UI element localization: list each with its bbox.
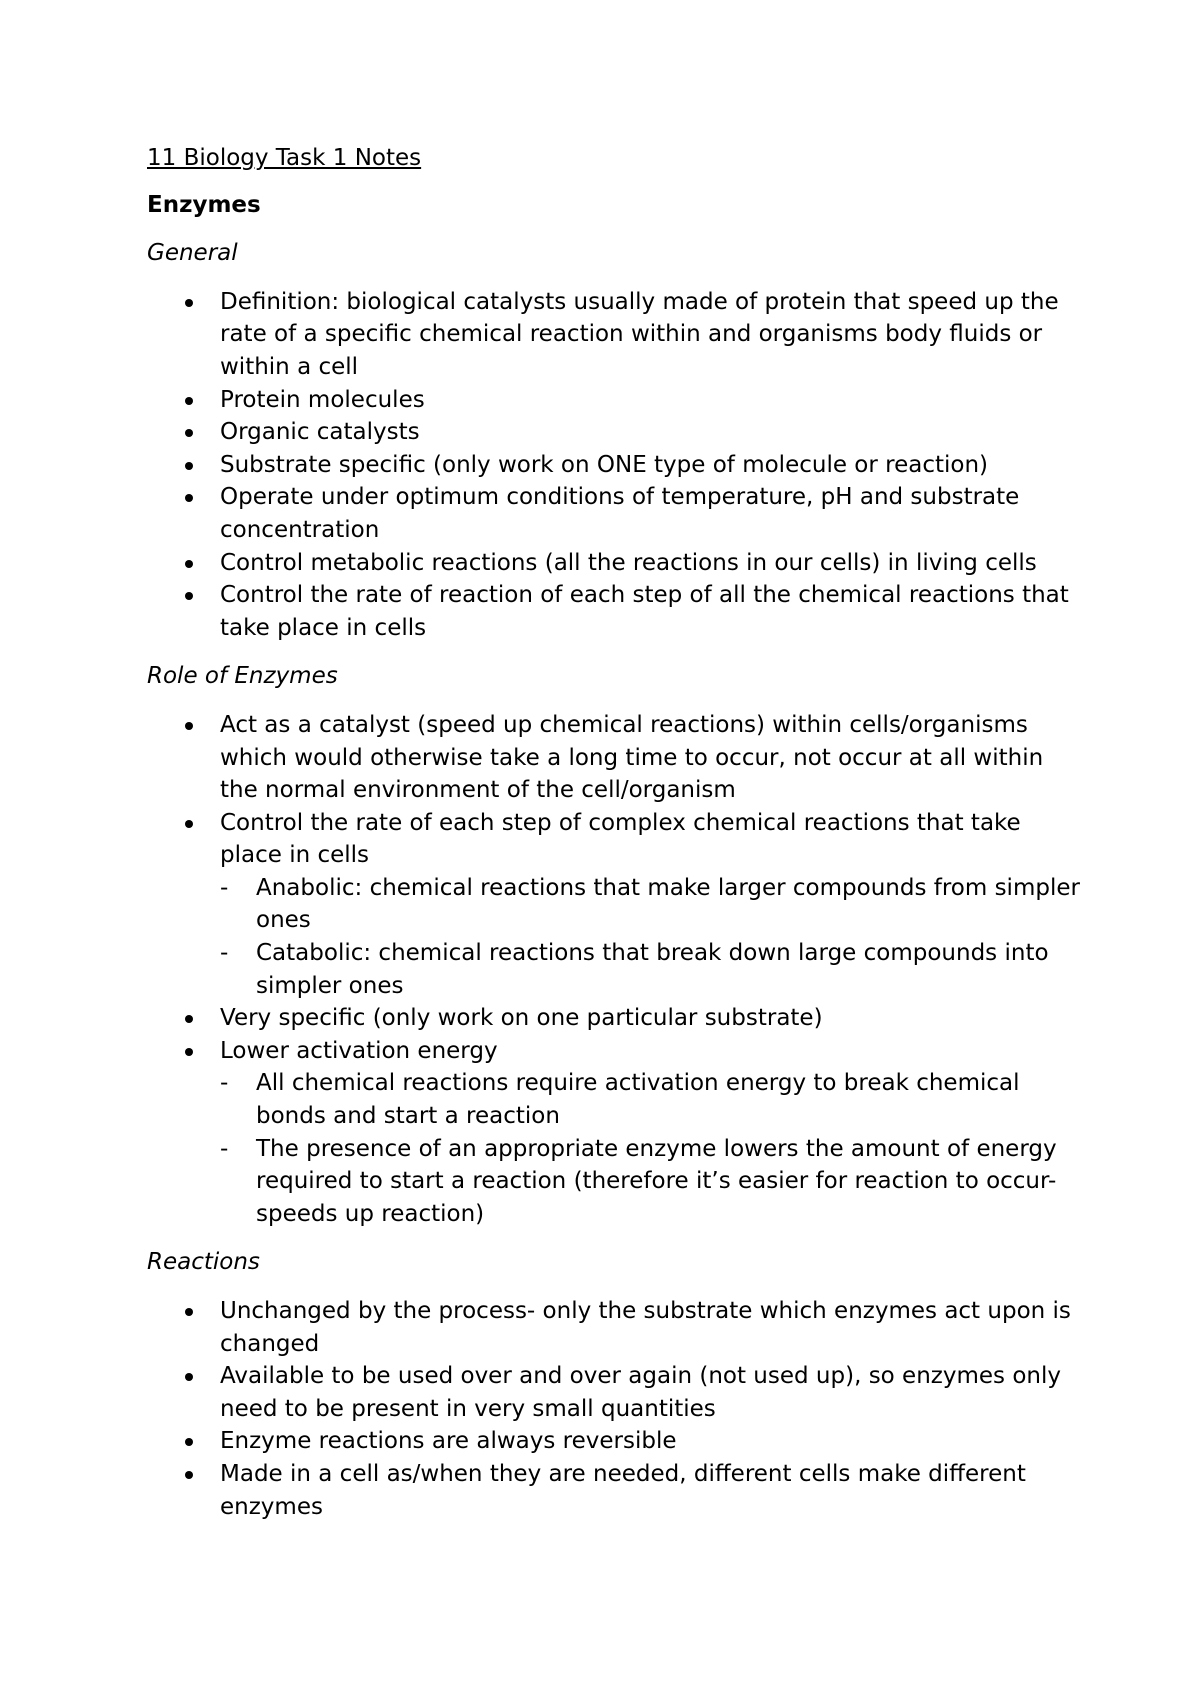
list-item-text: Operate under optimum conditions of temperature, pH and substrate concentration: [220, 484, 1020, 543]
bullet-icon: [185, 1373, 193, 1381]
bullet-icon: [185, 462, 193, 470]
list-item: [147, 416, 1087, 449]
section-heading-role: Role of Enzymes: [147, 663, 338, 690]
list-item: [147, 384, 1087, 417]
bullet-icon: [185, 1048, 193, 1056]
sub-list: [220, 872, 1087, 1002]
section-heading-general: General: [147, 240, 238, 267]
list-item: [147, 1295, 1087, 1360]
list-item: [147, 547, 1087, 580]
bullet-icon: [185, 299, 193, 307]
list-item-text: Lower activation energy: [220, 1037, 498, 1064]
list-item: [147, 1002, 1087, 1035]
list-item: [147, 579, 1087, 644]
bullet-icon: [185, 397, 193, 405]
sub-list-item-text: Catabolic: chemical reactions that break down large compounds into simpler ones: [256, 940, 1049, 999]
sub-list-item: [220, 872, 1087, 937]
sub-list-item: [220, 1067, 1087, 1132]
dash-icon: -: [220, 1135, 229, 1162]
bullet-icon: [185, 820, 193, 828]
list-item-text: Available to be used over and over again (not used up), so enzymes only need to be present in very small quantities: [220, 1363, 1061, 1422]
role-list: [147, 709, 1087, 1231]
document-page: [147, 142, 1087, 1539]
bullet-icon: [185, 592, 193, 600]
list-item: [147, 449, 1087, 482]
list-item-text: Control the rate of reaction of each step of all the chemical reactions that take place in cells: [220, 582, 1069, 641]
sub-list-item: [220, 1133, 1087, 1231]
list-item-text: Very specific (only work on one particular substrate): [220, 1005, 823, 1032]
dash-icon: -: [220, 940, 229, 967]
list-item-text: Protein molecules: [220, 386, 425, 413]
list-item: [147, 1458, 1087, 1523]
general-list: [147, 286, 1087, 645]
topic-heading: Enzymes: [147, 191, 261, 218]
list-item-text: Enzyme reactions are always reversible: [220, 1428, 677, 1455]
sub-list: [220, 1067, 1087, 1230]
sub-list-item-text: All chemical reactions require activation energy to break chemical bonds and start a reaction: [256, 1070, 1020, 1130]
bullet-icon: [185, 1438, 193, 1446]
sub-list-item-text: Anabolic: chemical reactions that make larger compounds from simpler ones: [256, 874, 1080, 934]
list-item: [147, 481, 1087, 546]
bullet-icon: [185, 494, 193, 502]
dash-icon: -: [220, 874, 229, 901]
list-item: [147, 1360, 1087, 1425]
dash-icon: -: [220, 1070, 229, 1097]
list-item-text: Control metabolic reactions (all the reactions in our cells) in living cells: [220, 549, 1037, 576]
list-item-text: Control the rate of each step of complex chemical reactions that take place in cells: [220, 809, 1021, 869]
list-item-text: Act as a catalyst (speed up chemical reactions) within cells/organisms which would otherwise take a long time to occur, not occur at all within the normal environment of the cell/organism: [220, 711, 1044, 804]
list-item: [147, 1425, 1087, 1458]
list-item-text: Definition: biological catalysts usually made of protein that speed up the rate of a specific chemical reaction within and organisms body fluids or within a cell: [220, 288, 1059, 380]
sub-list-item: [220, 937, 1087, 1002]
bullet-icon: [185, 722, 193, 730]
bullet-icon: [185, 1308, 193, 1316]
list-item-text: Organic catalysts: [220, 419, 420, 446]
list-item: [147, 709, 1087, 807]
list-item: [147, 1035, 1087, 1231]
document-title: 11 Biology Task 1 Notes: [147, 145, 422, 171]
sub-list-item-text: The presence of an appropriate enzyme lowers the amount of energy required to start a reaction (therefore it’s easier for reaction to occur- speeds up reaction): [256, 1135, 1057, 1227]
bullet-icon: [185, 560, 193, 568]
bullet-icon: [185, 1015, 193, 1023]
list-item-text: Unchanged by the process- only the substrate which enzymes act upon is changed: [220, 1298, 1071, 1357]
list-item-text: Made in a cell as/when they are needed, different cells make different enzymes: [220, 1460, 1026, 1520]
list-item-text: Substrate specific (only work on ONE type of molecule or reaction): [220, 451, 989, 478]
bullet-icon: [185, 1471, 193, 1479]
list-item: [147, 807, 1087, 1003]
section-heading-reactions: Reactions: [147, 1249, 260, 1276]
bullet-icon: [185, 429, 193, 437]
list-item: [147, 286, 1087, 384]
reactions-list: [147, 1295, 1087, 1523]
